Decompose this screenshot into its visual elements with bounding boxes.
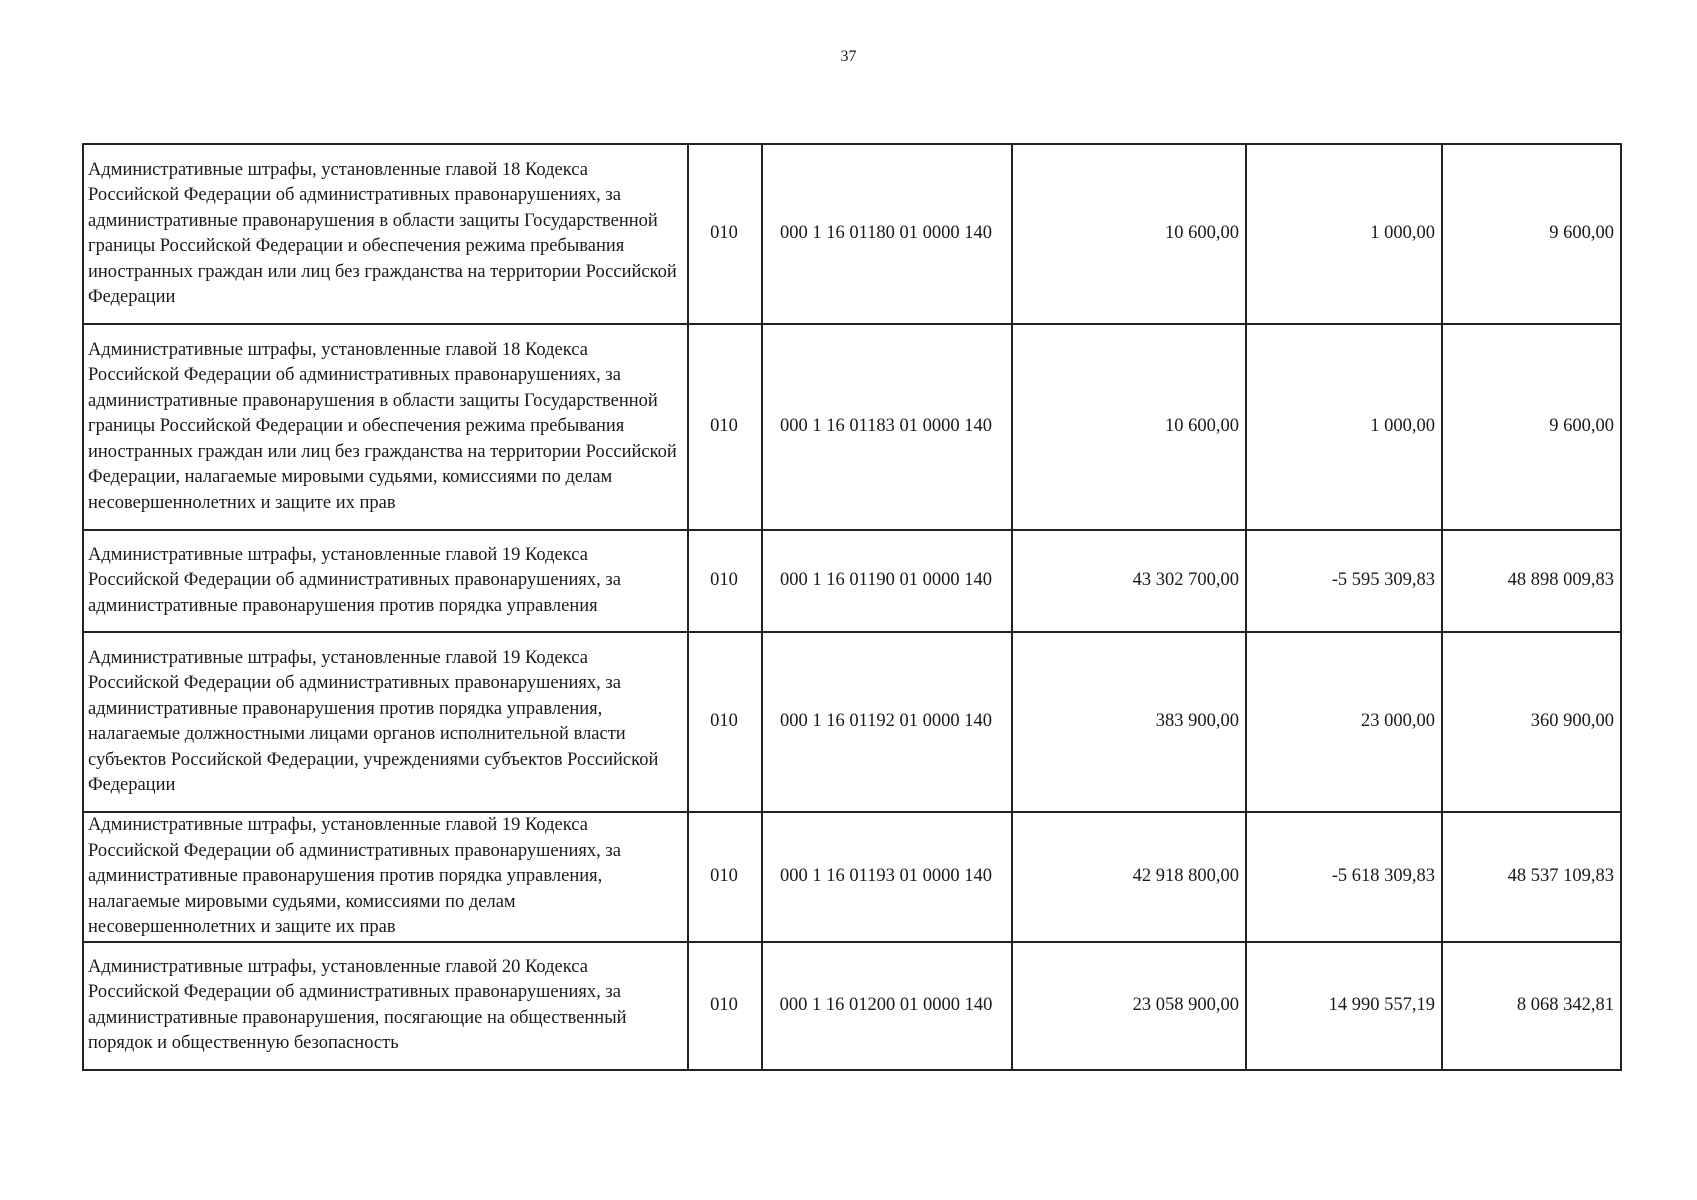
row-value-2: 23 000,00 [1246, 632, 1442, 812]
row-value-1: 42 918 800,00 [1012, 812, 1246, 942]
row-value-3: 48 537 109,83 [1442, 812, 1621, 942]
row-value-3: 8 068 342,81 [1442, 942, 1621, 1070]
table-row [83, 144, 1621, 324]
row-value-1: 10 600,00 [1012, 324, 1246, 530]
row-description: Административные штрафы, установленные главой 19 Кодекса Российской Федерации об административных правонарушениях, за административные правонарушения против порядка управления [83, 530, 688, 632]
row-kbk: 000 1 16 01193 01 0000 140 [762, 812, 1012, 942]
row-value-2: -5 595 309,83 [1246, 530, 1442, 632]
row-value-1: 383 900,00 [1012, 632, 1246, 812]
row-value-1: 23 058 900,00 [1012, 942, 1246, 1070]
row-code: 010 [688, 324, 762, 530]
row-value-2: -5 618 309,83 [1246, 812, 1442, 942]
row-value-2: 14 990 557,19 [1246, 942, 1442, 1070]
row-kbk: 000 1 16 01192 01 0000 140 [762, 632, 1012, 812]
table-row [83, 530, 1621, 632]
row-code: 010 [688, 530, 762, 632]
row-description: Административные штрафы, установленные главой 19 Кодекса Российской Федерации об административных правонарушениях, за административные правонарушения против порядка управления, налагаемые должностными лицами органов исполнительной власти субъектов Российской Федерации, учреждениями субъектов Российской Федерации [83, 632, 688, 812]
budget-table [82, 143, 1622, 1071]
row-value-3: 9 600,00 [1442, 324, 1621, 530]
row-description: Административные штрафы, установленные главой 20 Кодекса Российской Федерации об административных правонарушениях, за административные правонарушения, посягающие на общественный порядок и общественную безопасность [83, 942, 688, 1070]
row-kbk: 000 1 16 01190 01 0000 140 [762, 530, 1012, 632]
row-kbk: 000 1 16 01200 01 0000 140 [762, 942, 1012, 1070]
table-row [83, 812, 1621, 942]
table-row [83, 324, 1621, 530]
row-kbk: 000 1 16 01180 01 0000 140 [762, 144, 1012, 324]
row-code: 010 [688, 812, 762, 942]
row-description: Административные штрафы, установленные главой 18 Кодекса Российской Федерации об административных правонарушениях, за административные правонарушения в области защиты Государственной границы Российской Федерации и обеспечения режима пребывания иностранных граждан или лиц без гражданства на территории Российской Федерации, налагаемые мировыми судьями, комиссиями по делам несовершеннолетних и защите их прав [83, 324, 688, 530]
row-value-3: 360 900,00 [1442, 632, 1621, 812]
row-value-3: 9 600,00 [1442, 144, 1621, 324]
row-code: 010 [688, 144, 762, 324]
table-row [83, 942, 1621, 1070]
row-code: 010 [688, 632, 762, 812]
row-value-2: 1 000,00 [1246, 144, 1442, 324]
row-description: Административные штрафы, установленные главой 18 Кодекса Российской Федерации об административных правонарушениях, за административные правонарушения в области защиты Государственной границы Российской Федерации и обеспечения режима пребывания иностранных граждан или лиц без гражданства на территории Российской Федерации [83, 144, 688, 324]
row-value-2: 1 000,00 [1246, 324, 1442, 530]
row-value-1: 10 600,00 [1012, 144, 1246, 324]
page-number: 37 [840, 48, 857, 65]
row-description: Административные штрафы, установленные главой 19 Кодекса Российской Федерации об административных правонарушениях, за административные правонарушения против порядка управления, налагаемые мировыми судьями, комиссиями по делам несовершеннолетних и защите их прав [83, 812, 688, 942]
row-value-3: 48 898 009,83 [1442, 530, 1621, 632]
table-row [83, 632, 1621, 812]
row-kbk: 000 1 16 01183 01 0000 140 [762, 324, 1012, 530]
row-value-1: 43 302 700,00 [1012, 530, 1246, 632]
row-code: 010 [688, 942, 762, 1070]
